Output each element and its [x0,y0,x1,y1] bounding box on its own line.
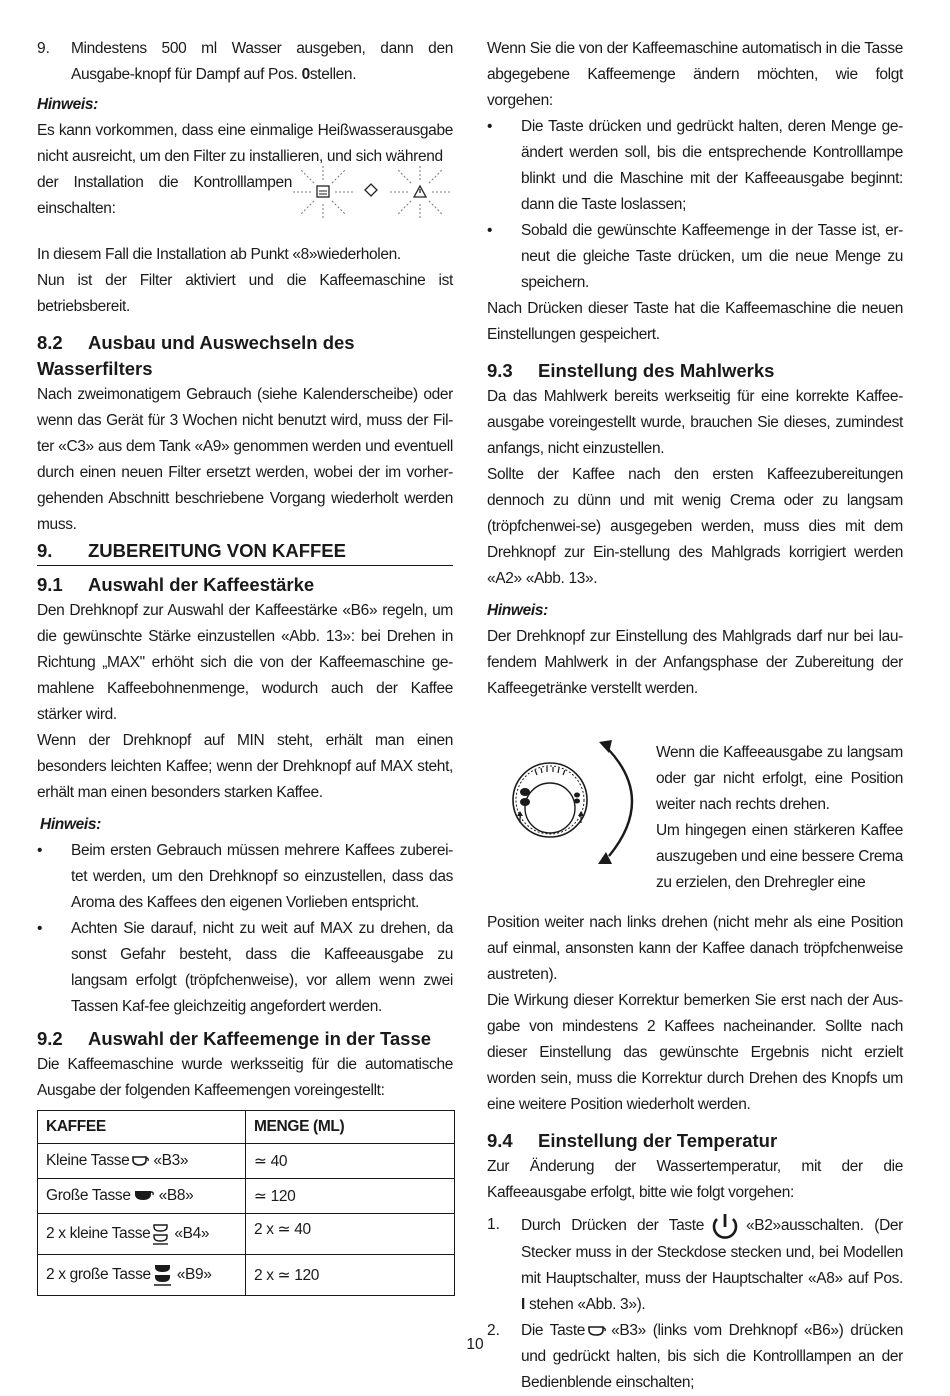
temperature-step-1 [487,1212,903,1318]
hint-3-text: Der Drehknopf zur Einstellung des Mahlgrads darf nur bei lau-fendem Mahlwerk in der Anfangsphase der Zubereitung der Kaffeegetränke verstellt werden. [487,628,903,697]
row-code: «B3» [153,1152,189,1169]
right-bullet-2-text: Sobald die gewünschte Kaffeemenge in der Tasse ist, er-neut die gleiche Taste drücken, um die neue Menge zu speichern. [521,222,903,291]
row-label: Kleine Tasse [46,1152,130,1169]
hint-1-lamps-row [37,170,453,226]
step-2-text-a: Die Taste [521,1322,586,1339]
right-bullet-1 [487,114,903,218]
row-amount: 120 [294,1266,320,1284]
table-cell-label [38,1214,246,1255]
section-9-1-number: 9.1 [37,574,63,595]
right-column [487,36,903,1396]
page-number: 10 [466,1336,484,1353]
hint-2-title: Hinweis: [40,816,101,833]
coffee-amount-table [37,1110,455,1296]
grinder-text-b: Um hingegen einen stärkeren Kaffee auszugeben und eine bessere Crema zu erzielen, den Drehregler eine [656,822,903,891]
hint-2-bullet-2 [37,916,453,1020]
table-row [38,1144,455,1179]
row-label: 2 x kleine Tasse [46,1225,151,1243]
right-intro-text: Wenn Sie die von der Kaffeemaschine automatisch in die Tasse abgegebene Kaffeemenge ändern möchten, wie folgt vorgehen: [487,40,903,109]
repeat-installation-text: In diesem Fall die Installation ab Punkt «8»wiederholen. [37,246,401,263]
section-9-1-text-1: Den Drehknopf zur Auswahl der Kaffeestärke «B6» regeln, um die gewünschte Stärke einzustellen «Abb. 13»: bei Drehen in Richtung „MAX" erhöht sich die von der Kaffeemaschine ge-mahlene Kaffeebohnenmenge, wodurch auch der Kaffee stärker wird. [37,602,453,723]
section-9-4-number: 9.4 [487,1130,513,1151]
section-9-3-title: Einstellung des Mahlwerks [538,360,775,381]
section-9-3-heading [487,358,903,384]
grinder-figure-block [487,728,903,910]
row-amount: 40 [270,1152,288,1170]
row-label: Große Tasse [46,1187,131,1204]
section-8-2-number: 8.2 [37,332,63,353]
row-amount: 40 [294,1221,311,1238]
hint-1-text-b: der Installation die Kontrolllampen einschalten: [37,174,292,217]
bullet-mark: • [487,118,493,135]
hint-2-bullet-1 [37,838,453,916]
section-9-3-text-1: Da das Mahlwerk bereits werkseitig für eine korrekte Kaffee-ausgabe voreingestellt wurde, brauchen Sie dieses, zumindest anfangs, nicht einzustellen. [487,388,903,457]
row-code: «B8» [158,1187,194,1204]
step-1-text-c: stehen «Abb. 3»). [528,1296,646,1313]
section-9-2-text: Die Kaffeemaschine wurde werksseitig für die automatische Ausgabe der folgenden Kaffeemengen voreingestellt: [37,1056,453,1099]
indicator-lamps-icon [287,160,457,226]
grinder-knob-icon [497,728,647,878]
section-9-1-text-2: Wenn der Drehknopf auf MIN steht, erhält man einen besonders leichten Kaffee; wenn der Drehknopf auf MAX steht, erhält man einen besonders starken Kaffee. [37,732,453,801]
table-cell-amount [246,1144,455,1179]
row-label: 2 x große Tasse [46,1266,151,1284]
row-code: «B4» [174,1225,210,1243]
chapter-9-number: 9. [37,540,53,561]
section-8-2-text: Nach zweimonatigem Gebrauch (siehe Kalenderscheibe) oder wenn das Gerät für 3 Wochen nicht benutzt wird, muss der Fil-ter «C3» aus dem Tank «A9» genommen werden und eventuell durch einen neuen Filter ersetzt werden, wobei der im vorher-gehenden Abschnitt beschriebene Vorgang wiederholt werden muss. [37,386,453,533]
section-9-4-title: Einstellung der Temperatur [538,1130,778,1151]
right-bullet-1-text: Die Taste drücken und gedrückt halten, deren Menge ge-ändert werden soll, bis die entsprechende Kontrolllampe blinkt und die Maschine mit der Kaffeeausgabe beginnt: dann die Taste loslassen; [521,118,903,213]
right-bullet-2 [487,218,903,296]
table-cell-amount [246,1255,455,1296]
left-column [37,36,453,1296]
table-cell-amount [246,1179,455,1214]
hint-3-title: Hinweis: [487,602,548,619]
section-9-1-title: Auswahl der Kaffeestärke [88,574,315,595]
step-9-text-b: stellen. [309,66,357,83]
step-1-text-b: «B2»ausschalten. (Der Stecker muss in der Steckdose stecken und, bei Modellen mit Hauptschalter, muss der Hauptschalter «A8» auf Pos. [521,1217,903,1287]
bullet-mark: • [37,842,43,859]
correction-effect-text: Die Wirkung dieser Korrektur bemerken Sie erst nach der Aus-gabe von mindestens 2 Kaffees nacheinander. Sollte nach dieser Einstellung das gewünschte Ergebnis nicht erzielt worden sein, muss die Korrektur durch Drehen des Knopfs um eine weitere Position wiederholt werden. [487,992,903,1113]
row-amount: 120 [270,1187,296,1205]
table-row [38,1179,455,1214]
chapter-9-title: ZUBEREITUNG VON KAFFEE [88,540,346,561]
approx-symbol: ≃ [277,1266,291,1284]
table-header-row [38,1111,455,1144]
small-cup-icon [132,1155,150,1167]
table-row [38,1214,455,1255]
hint-1-title: Hinweis: [37,96,98,113]
approx-symbol: ≃ [277,1221,291,1238]
grinder-text-c: Position weiter nach links drehen (nicht mehr als eine Position auf einmal, ansonsten kann der Kaffee danach tröpfchenweise austreten). [487,914,903,983]
section-9-2-number: 9.2 [37,1028,63,1049]
hint-1-text-b-line1 [37,170,292,222]
section-8-2-heading [37,330,453,382]
table-cell-amount [246,1214,455,1255]
section-9-3-number: 9.3 [487,360,513,381]
power-button-icon [708,1212,742,1240]
temperature-step-2 [487,1318,903,1396]
row-prefix: 2 x [254,1221,274,1238]
double-small-cup-icon [153,1223,171,1245]
step-9 [37,36,453,88]
bullet-mark: • [37,920,43,937]
table-cell-label [38,1179,246,1214]
row-prefix: 2 x [254,1266,274,1284]
section-9-2-title: Auswahl der Kaffeemenge in der Tasse [88,1028,432,1049]
filter-active-text: Nun ist der Filter aktiviert und die Kaffeemaschine ist betriebsbereit. [37,272,453,315]
step-2-number: 2. [487,1322,500,1339]
section-9-1-heading [37,572,453,598]
large-cup-icon [134,1189,156,1202]
section-8-2-title: Ausbau und Auswechseln des Wasserfilters [37,332,355,379]
hint-2-bullet-1-text: Beim ersten Gebrauch müssen mehrere Kaffees zuberei-tet werden, um den Drehknopf so einzustellen, dass das Aroma des Kaffees den eigenen Vorlieben entspricht. [71,842,453,911]
grinder-text-a: Wenn die Kaffeeausgabe zu langsam oder gar nicht erfolgt, eine Position weiter nach rechts drehen. [656,744,903,813]
table-header-menge: MENGE (ML) [246,1111,455,1144]
step-9-text-a: Mindestens 500 ml Wasser ausgeben, dann den Ausgabe-knopf für Dampf auf Pos. [71,40,453,83]
row-code: «B9» [176,1266,212,1284]
section-9-2-heading [37,1026,453,1052]
double-large-cup-icon [154,1264,174,1286]
step-9-number: 9. [37,40,50,57]
table-row [38,1255,455,1296]
step-1-text-a: Durch Drücken der Taste [521,1217,705,1235]
approx-symbol: ≃ [254,1187,267,1205]
settings-saved-text: Nach Drücken dieser Taste hat die Kaffeemaschine die neuen Einstellungen gespeichert. [487,300,903,343]
hint-2-bullet-2-text: Achten Sie darauf, nicht zu weit auf MAX zu drehen, da sonst Gefahr besteht, dass die Kaffeeausgabe zu langsam erfolgt (tröpfchenweise), vor allem wenn zwei Tassen Kaf-fee gleichzeitig angefordert werden. [71,920,453,1015]
hint-1-text: Es kann vorkommen, dass eine einmalige Heißwasserausgabe nicht ausreicht, um den Filter zu installieren, und sich während [37,122,453,165]
step-2-text-b: «B3» (links vom Drehknopf «B6») drücken und gedrückt halten, bis sich die Kontrolllampen an der Bedienblende einschalten; [521,1322,903,1391]
section-9-3-text-2: Sollte der Kaffee nach den ersten Kaffeezubereitungen dennoch zu dünn und mit wenig Crema oder zu langsam (tröpfchenwei-se) ausgegeben werden, muss dies mit dem Drehknopf zur Ein-stellung des Mahlgrads korrigiert werden «A2» «Abb. 13». [487,466,903,587]
section-9-4-intro: Zur Änderung der Wassertemperatur, mit der die Kaffeeausgabe erfolgt, bitte wie folgt vorgehen: [487,1158,903,1201]
approx-symbol: ≃ [254,1152,267,1170]
section-9-4-heading [487,1128,903,1154]
step-1-position: I [521,1296,525,1313]
table-cell-label [38,1144,246,1179]
table-header-kaffee: KAFFEE [38,1111,246,1144]
chapter-9-heading [37,538,453,566]
bullet-mark: • [487,222,493,239]
step-1-number: 1. [487,1216,500,1233]
step-9-position: 0 [301,66,310,83]
table-cell-label [38,1255,246,1296]
